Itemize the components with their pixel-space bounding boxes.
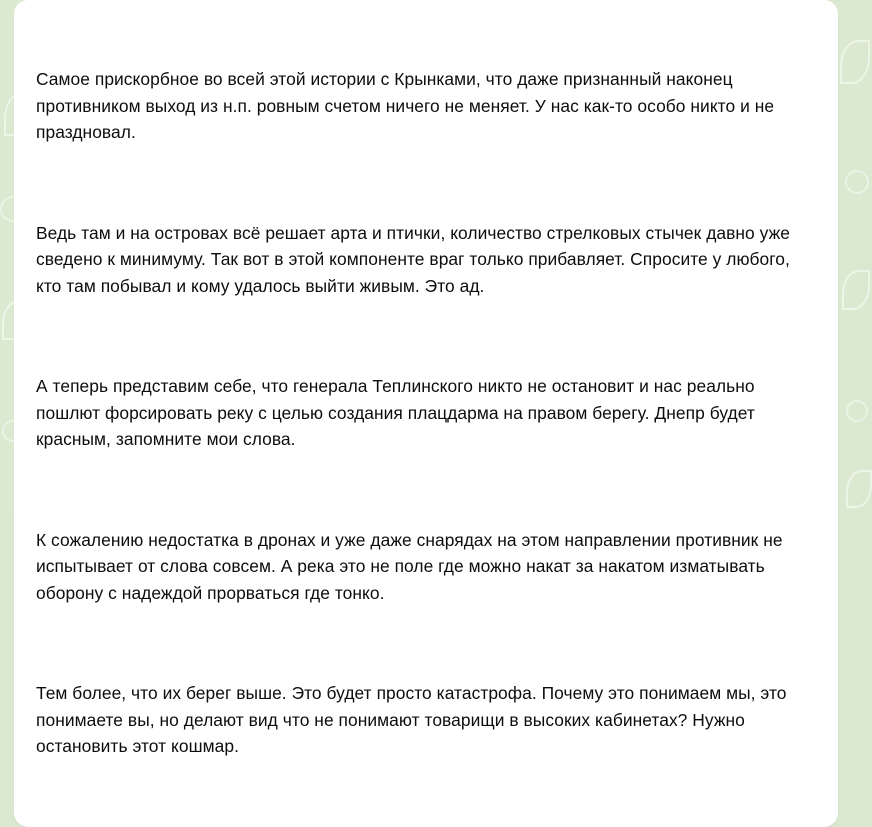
wallpaper-leaf-icon	[846, 470, 872, 508]
message-paragraph: А теперь представим себе, что генерала Теплинского никто не остановит и нас реально пошлют форсировать реку с целью создания плацдарма на правом берегу. Днепр будет красным, запомните мои слова.	[36, 376, 760, 449]
wallpaper-leaf-icon	[842, 270, 870, 310]
wallpaper-circle-icon	[845, 170, 869, 194]
message-text	[36, 13, 816, 813]
wallpaper-circle-icon	[846, 400, 868, 422]
wallpaper-leaf-icon	[840, 40, 870, 84]
message-bubble[interactable]	[14, 0, 838, 827]
message-paragraph: Тем более, что их берег выше. Это будет просто катастрофа. Почему это понимаем мы, это понимаете вы, но делают вид что не понимают товарищи в высоких кабинетах? Нужно остановить этот кошмар.	[36, 683, 792, 756]
message-paragraph: К сожалению недостатка в дронах и уже даже снарядах на этом направлении противник не испытывает от слова совсем. А река это не поле где можно накат за накатом изматывать оборону с надеждой прорваться где тонко.	[36, 529, 788, 603]
message-paragraph: Самое прискорбное во всей этой истории с Крынками, что даже признанный наконец противником выход из н.п. ровным счетом ничего не меняет. У нас как-то особо никто и не праздновал.	[36, 69, 780, 142]
message-paragraph: Ведь там и на островах всё решает арта и птички, количество стрелковых стычек давно уже сведено к минимуму. Так вот в этой компоненте враг только прибавляет. Спросите у любого, кто там побывал и кому удалось выйти живым. Это ад.	[36, 222, 795, 296]
